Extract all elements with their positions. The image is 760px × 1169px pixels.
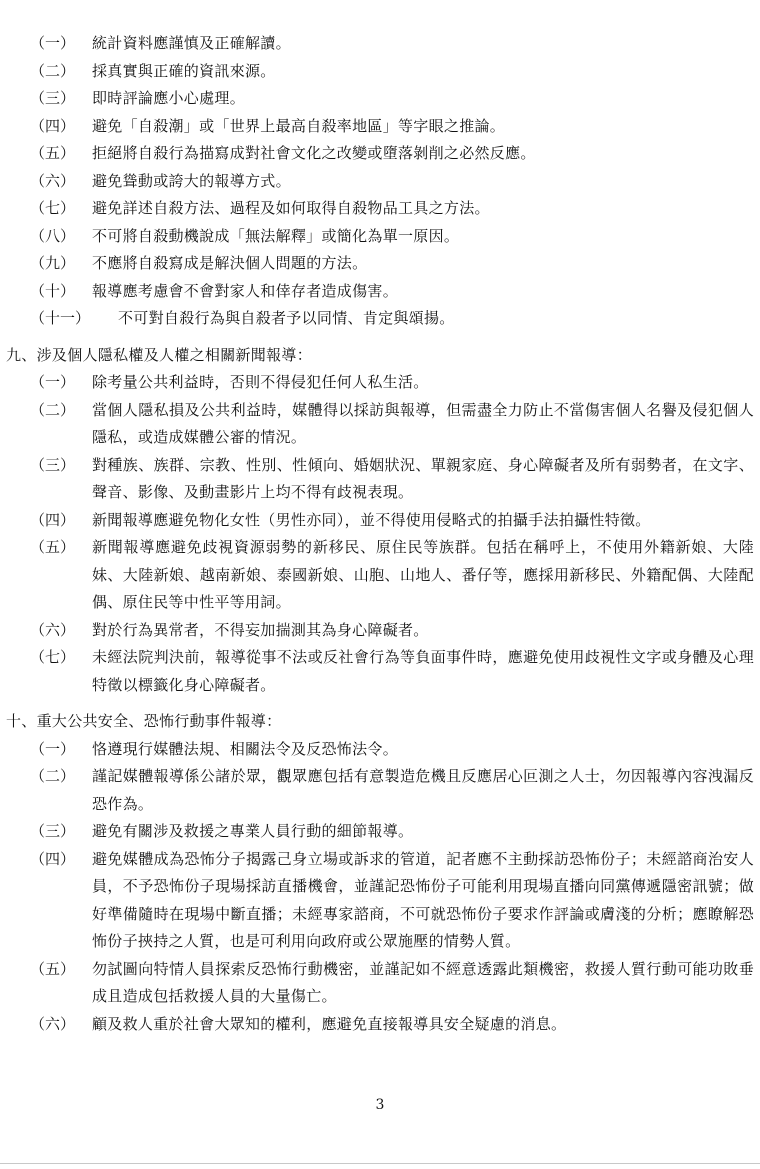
list-item — [0, 956, 760, 1011]
item-number: （六） — [30, 620, 76, 639]
list-item — [0, 58, 760, 86]
list-item — [0, 305, 760, 333]
item-text: 避免有關涉及救援之專業人員行動的細節報導。 — [92, 822, 414, 840]
item-text: 除考量公共利益時，否則不得侵犯任何人私生活。 — [92, 373, 429, 391]
list-item — [0, 30, 760, 58]
item-text: 未經法院判決前，報導從事不法或反社會行為等負面事件時，應避免使用歧視性文字或身體及心理特徵以標籤化身心障礙者。 — [92, 648, 754, 694]
item-text: 拒絕將自殺行為描寫成對社會文化之改變或墮落剝削之必然反應。 — [92, 144, 536, 162]
list-item — [0, 534, 760, 617]
item-text: 避免詳述自殺方法、過程及如何取得自殺物品工具之方法。 — [92, 199, 490, 217]
list-item — [0, 140, 760, 168]
item-text: 不應將自殺寫成是解決個人問題的方法。 — [92, 254, 368, 272]
item-number: （六） — [30, 171, 76, 190]
list-item — [0, 168, 760, 196]
section-10 — [0, 708, 760, 1038]
item-number: （三） — [30, 822, 76, 840]
list-item — [0, 846, 760, 956]
item-number: （十一） — [30, 309, 91, 327]
item-text: 統計資料應謹慎及正確解讀。 — [92, 34, 291, 52]
item-text: 對種族、族群、宗教、性別、性傾向、婚姻狀況、單親家庭、身心障礙者及所有弱勢者，在文字、聲音、影像、及動畫影片上均不得有歧視表現。 — [92, 455, 754, 501]
item-number: （二） — [30, 767, 76, 785]
list-item — [0, 818, 760, 846]
item-number: （一） — [30, 739, 76, 758]
item-number: （四） — [30, 116, 76, 135]
item-number: （九） — [30, 254, 76, 272]
page-bottom-divider — [0, 1163, 760, 1164]
item-text: 避免媒體成為恐怖分子揭露己身立場或訴求的管道，記者應不主動採訪恐怖份子；未經諮商治安人員，不予恐怖份子現場採訪直播機會，並謹記恐怖份子可能利用現場直播向同黨傳遞隱密訊號；做好準備隨時在現場中斷直播；未經專家諮商，不可就恐怖份子要求作評論或膚淺的分析；應瞭解恐怖份子挾持之人質，也是可利用向政府或公眾施壓的情勢人質。 — [92, 849, 754, 950]
section-9 — [0, 342, 760, 700]
item-text: 對於行為異常者，不得妄加揣測其為身心障礙者。 — [92, 620, 429, 639]
list-section-8-continued — [0, 30, 760, 333]
item-number: （一） — [30, 373, 76, 391]
item-text: 新聞報導應避免歧視資源弱勢的新移民、原住民等族群。包括在稱呼上，不使用外籍新娘、大陸妹、大陸新娘、越南新娘、泰國新娘、山胞、山地人、番仔等，應採用新移民、外籍配偶、大陸配偶、原住民等中性平等用詞。 — [92, 538, 754, 611]
item-number: （十） — [30, 281, 76, 300]
list-item — [0, 278, 760, 306]
section-heading: 九、涉及個人隱私權及人權之相關新聞報導： — [6, 345, 313, 364]
list-item — [0, 397, 760, 452]
item-text: 顧及救人重於社會大眾知的權利，應避免直接報導具安全疑慮的消息。 — [92, 1014, 567, 1033]
item-text: 當個人隱私損及公共利益時，媒體得以採訪與報導，但需盡全力防止不當傷害個人名譽及侵犯個人隱私，或造成媒體公審的情況。 — [92, 400, 754, 446]
item-text: 報導應考慮會不會對家人和倖存者造成傷害。 — [92, 281, 399, 300]
page-number: 3 — [375, 1097, 385, 1113]
item-number: （八） — [30, 226, 76, 245]
list-item — [0, 736, 760, 764]
item-text: 不可將自殺動機說成「無法解釋」或簡化為單一原因。 — [92, 226, 460, 245]
item-text: 謹記媒體報導係公諸於眾，觀眾應包括有意製造危機且反應居心叵測之人士，勿因報導內容洩漏反恐作為。 — [92, 767, 754, 813]
list-item — [0, 763, 760, 818]
list-item — [0, 507, 760, 535]
item-number: （三） — [30, 455, 76, 474]
list-item — [0, 1011, 760, 1039]
list-item — [0, 452, 760, 507]
item-number: （五） — [30, 959, 76, 978]
item-text: 恪遵現行媒體法規、相關法令及反恐怖法令。 — [92, 739, 399, 758]
item-number: （五） — [30, 144, 76, 162]
item-number: （四） — [30, 510, 76, 529]
item-text: 採真實與正確的資訊來源。 — [92, 61, 276, 80]
item-text: 新聞報導應避免物化女性（男性亦同），並不得使用侵略式的拍攝手法拍攝性特徵。 — [92, 510, 651, 529]
item-number: （五） — [30, 538, 76, 556]
item-number: （二） — [30, 61, 76, 80]
item-number: （三） — [30, 89, 76, 107]
item-number: （七） — [30, 199, 76, 217]
list-item — [0, 223, 760, 251]
item-text: 不可對自殺行為與自殺者予以同情、肯定與頌揚。 — [118, 309, 455, 327]
list-item — [0, 369, 760, 397]
section-heading: 十、重大公共安全、恐怖行動事件報導： — [6, 712, 282, 730]
item-text: 即時評論應小心處理。 — [92, 89, 246, 107]
item-text: 避免「自殺潮」或「世界上最高自殺率地區」等字眼之推論。 — [92, 116, 506, 135]
list-item — [0, 644, 760, 699]
item-number: （七） — [30, 648, 76, 666]
item-number: （六） — [30, 1014, 76, 1033]
document-page — [0, 30, 760, 1038]
list-item — [0, 85, 760, 113]
item-number: （一） — [30, 34, 76, 52]
item-number: （二） — [30, 400, 76, 419]
item-number: （四） — [30, 849, 76, 868]
list-item — [0, 113, 760, 141]
list-item — [0, 195, 760, 223]
list-item — [0, 250, 760, 278]
list-item — [0, 617, 760, 645]
item-text: 避免聳動或誇大的報導方式。 — [92, 171, 291, 190]
item-text: 勿試圖向特情人員探索反恐怖行動機密，並謹記如不經意透露此類機密，救援人質行動可能功敗垂成且造成包括救援人員的大量傷亡。 — [92, 959, 754, 1005]
